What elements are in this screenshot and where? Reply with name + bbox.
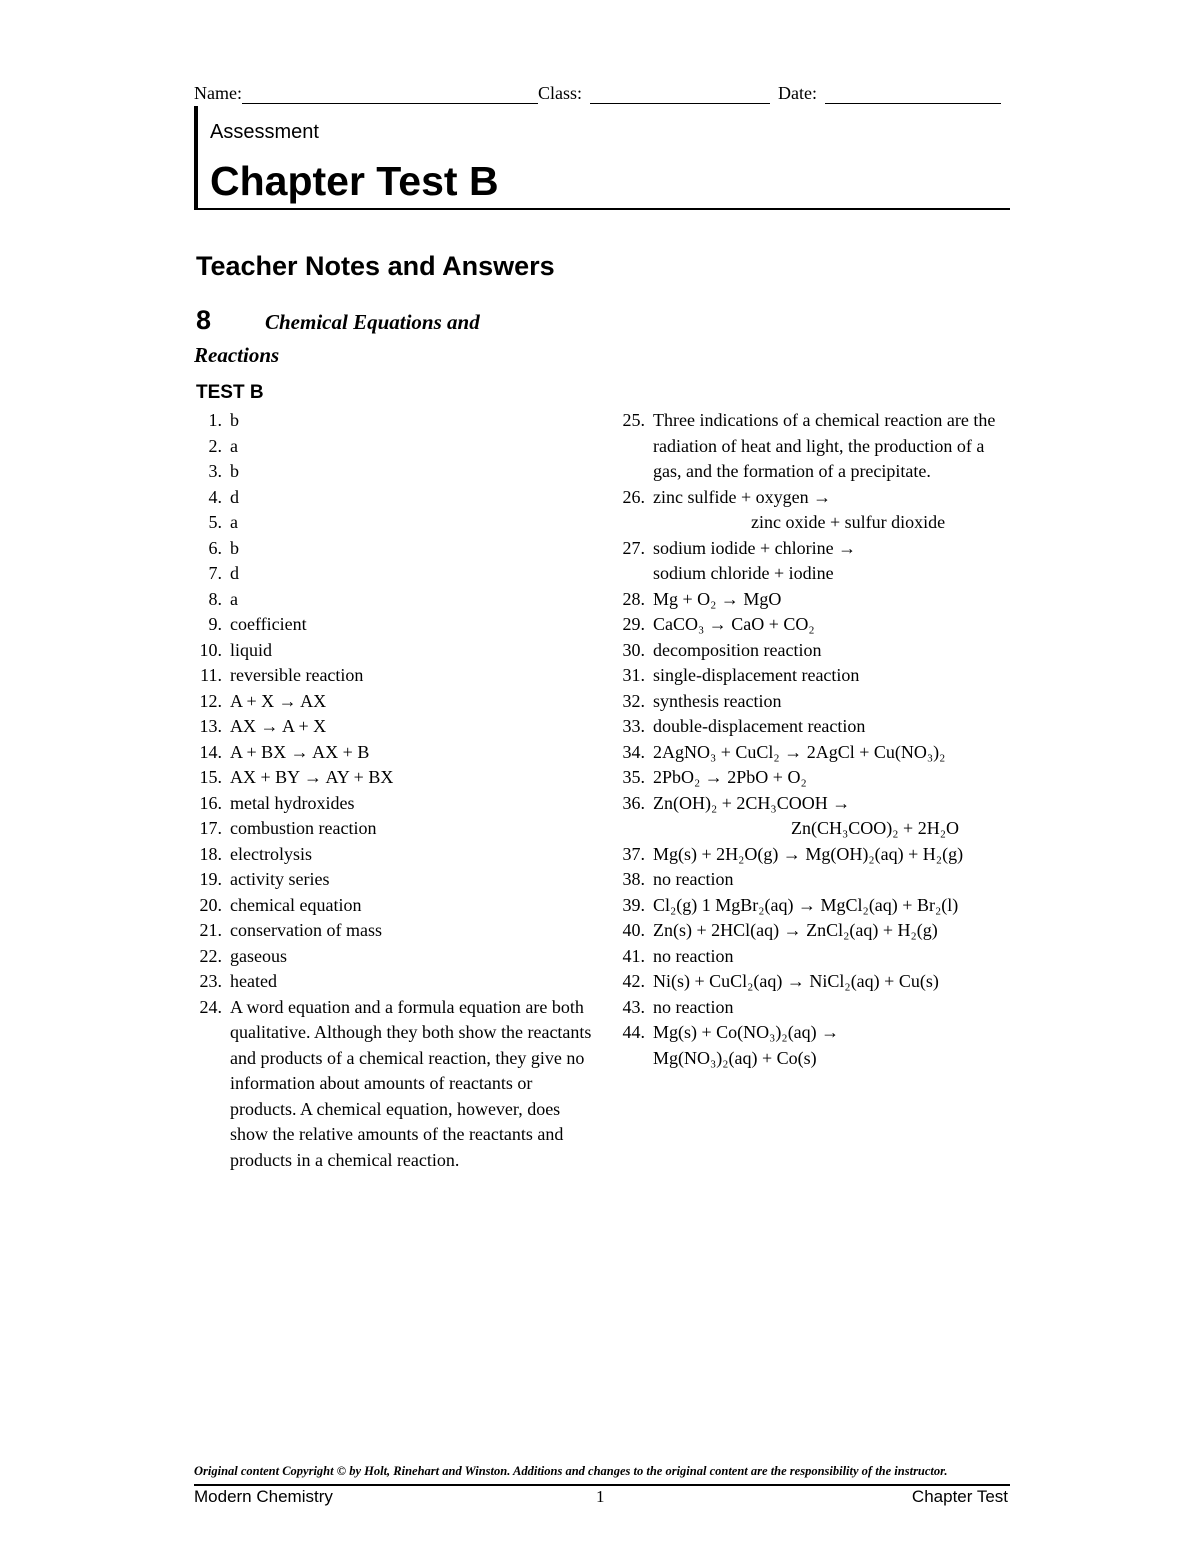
- answer-text: gaseous: [230, 945, 287, 966]
- answer-item: [194, 791, 594, 817]
- answer-number: 17.: [199, 818, 222, 838]
- answer-text: electrolysis: [230, 843, 312, 864]
- answer-item: [194, 740, 594, 766]
- answer-text: a: [230, 512, 238, 532]
- answer-number: 23.: [199, 971, 222, 991]
- answer-number: 40.: [622, 920, 645, 940]
- banner-title: Chapter Test B: [210, 158, 499, 204]
- answer-number: 21.: [199, 920, 222, 940]
- answer-text: d: [230, 486, 239, 507]
- answer-text-continued: zinc oxide + sulfur dioxide: [751, 512, 946, 532]
- answer-text: A word equation and a formula equation are both qualitative. Although they both show the reactants and products of a chemical reaction, they give no information about amounts of reactants or products. A chemical equation, however, does show the relative amounts of the reactants and products in a chemical reaction.: [230, 996, 592, 1170]
- banner-kicker: Assessment: [210, 121, 319, 143]
- answer-item: [194, 918, 594, 944]
- answer-number: 42.: [622, 971, 645, 991]
- answer-item: [194, 434, 594, 460]
- answer-item: [194, 816, 594, 842]
- answer-item: [617, 536, 1017, 587]
- answer-number: 20.: [199, 894, 222, 915]
- answer-text: no reaction: [653, 869, 734, 889]
- answer-item: [617, 791, 1017, 842]
- answer-text: no reaction: [653, 945, 734, 966]
- answer-item: [194, 663, 594, 689]
- footer-doc-type: Chapter Test: [911, 1487, 1008, 1506]
- answer-item: [617, 663, 1017, 689]
- answer-number: 15.: [199, 767, 222, 787]
- student-info-line: [194, 82, 1010, 104]
- answer-item: [617, 893, 1017, 919]
- answer-text: Mg + O₂ → MgO: [653, 588, 782, 609]
- answer-item: [194, 561, 594, 587]
- answer-number: 16.: [199, 792, 222, 813]
- answer-text: single-displacement reaction: [653, 665, 860, 685]
- answer-item: [194, 893, 594, 919]
- answer-item: [617, 689, 1017, 715]
- answer-item: [194, 689, 594, 715]
- answer-item: [194, 510, 594, 536]
- answer-text: combustion reaction: [230, 818, 377, 838]
- answer-number: 44.: [622, 1022, 645, 1042]
- answer-text: Mg(s) + Co(NO₃)₂(aq) →: [653, 1022, 840, 1042]
- answer-item: [194, 536, 594, 562]
- answer-item: [194, 714, 594, 740]
- chapter-title-line2: Reactions: [194, 343, 280, 367]
- answer-number: 11.: [200, 665, 222, 685]
- answer-item: [617, 995, 1017, 1021]
- answer-number: 9.: [208, 614, 222, 634]
- answer-number: 41.: [622, 945, 645, 966]
- class-blank: [590, 86, 770, 104]
- footer-divider: [194, 1484, 1010, 1486]
- answer-text: no reaction: [653, 996, 734, 1017]
- answer-number: 14.: [199, 741, 222, 762]
- answer-item: [617, 867, 1017, 893]
- answer-text: AX + BY → AY + BX: [230, 767, 394, 787]
- answer-number: 36.: [622, 792, 645, 813]
- answer-text: Zn(OH)₂ + 2CH₃COOH →: [653, 792, 851, 813]
- name-blank: [242, 86, 538, 104]
- answer-text: a: [230, 588, 238, 609]
- answer-number: 22.: [199, 945, 222, 966]
- answer-number: 7.: [208, 563, 222, 583]
- answer-text: liquid: [230, 639, 273, 660]
- answer-item: [194, 969, 594, 995]
- name-label: Name:: [194, 83, 242, 103]
- answer-text: d: [230, 563, 239, 583]
- answer-number: 39.: [622, 894, 645, 915]
- answer-number: 3.: [208, 461, 222, 481]
- answer-number: 2.: [208, 435, 222, 456]
- answer-number: 8.: [208, 588, 222, 609]
- answer-text: double-displacement reaction: [653, 716, 866, 736]
- answer-number: 34.: [622, 741, 645, 762]
- answer-text: decomposition reaction: [653, 639, 822, 660]
- answer-text: synthesis reaction: [653, 690, 782, 711]
- answer-number: 37.: [622, 843, 645, 864]
- answer-number: 38.: [622, 869, 645, 889]
- answer-item: [617, 944, 1017, 970]
- answer-item: [617, 842, 1017, 868]
- footer-book-title: Modern Chemistry: [194, 1487, 333, 1506]
- answer-text: chemical equation: [230, 894, 362, 915]
- answer-text: CaCO₃ → CaO + CO₂: [653, 614, 815, 634]
- answer-text: b: [230, 461, 239, 481]
- answer-item: [617, 638, 1017, 664]
- answer-number: 19.: [199, 869, 222, 889]
- answer-item: [194, 459, 594, 485]
- answer-item: [194, 842, 594, 868]
- answer-text-continued: sodium chloride + iodine: [653, 563, 834, 583]
- answer-number: 13.: [199, 716, 222, 736]
- answer-text: a: [230, 435, 238, 456]
- answer-item: [194, 867, 594, 893]
- answer-item: [194, 638, 594, 664]
- answer-item: [617, 765, 1017, 791]
- answer-text: coefficient: [230, 614, 307, 634]
- answer-number: 35.: [622, 767, 645, 787]
- answer-item: [194, 485, 594, 511]
- answer-number: 26.: [622, 486, 645, 507]
- class-label: Class:: [537, 83, 582, 103]
- answer-number: 43.: [622, 996, 645, 1017]
- answer-text-continued: Mg(NO₃)₂(aq) + Co(s): [653, 1047, 817, 1068]
- answer-number: 10.: [199, 639, 222, 660]
- answer-text: Mg(s) + 2H₂O(g) → Mg(OH)₂(aq) + H₂(g): [653, 843, 964, 864]
- page-number: 1: [596, 1487, 605, 1506]
- answer-item: [617, 714, 1017, 740]
- answer-item: [194, 612, 594, 638]
- answers-left-column: [194, 408, 594, 1173]
- answer-number: 32.: [622, 690, 645, 711]
- answer-item: [194, 765, 594, 791]
- answer-item: [194, 587, 594, 613]
- answer-number: 27.: [622, 537, 645, 558]
- answer-number: 28.: [622, 588, 645, 609]
- answer-text: Three indications of a chemical reaction are the radiation of heat and light, the production of a gas, and the formation of a precipitate.: [653, 410, 996, 481]
- date-label: Date:: [778, 83, 817, 103]
- answer-text: 2AgNO₃ + CuCl₂ → 2AgCl + Cu(NO₃)₂: [653, 741, 946, 762]
- answer-text: Zn(s) + 2HCl(aq) → ZnCl₂(aq) + H₂(g): [653, 920, 938, 940]
- answer-text: Cl₂(g) 1 MgBr₂(aq) → MgCl₂(aq) + Br₂(l): [653, 894, 959, 915]
- answers-right-column: [617, 408, 1017, 1071]
- answer-text: zinc sulfide + oxygen →: [653, 486, 832, 507]
- answer-number: 30.: [622, 639, 645, 660]
- answer-number: 31.: [622, 665, 645, 685]
- copyright-notice: Original content Copyright © by Holt, Rinehart and Winston. Additions and changes to the original content are the responsibility of the instructor.: [194, 1464, 948, 1478]
- answer-text: AX → A + X: [230, 716, 327, 736]
- answer-item: [194, 944, 594, 970]
- chapter-title-line1: Chemical Equations and: [265, 310, 480, 334]
- answer-number: 18.: [199, 843, 222, 864]
- section-title: Teacher Notes and Answers: [196, 251, 555, 281]
- answer-item: [617, 740, 1017, 766]
- answer-text: b: [230, 537, 239, 558]
- answer-item: [617, 1020, 1017, 1071]
- answer-text: activity series: [230, 869, 330, 889]
- answer-text: sodium iodide + chlorine →: [653, 537, 857, 558]
- answer-number: 5.: [208, 512, 222, 532]
- answer-text: 2PbO₂ → 2PbO + O₂: [653, 767, 807, 787]
- answer-number: 6.: [208, 537, 222, 558]
- answer-text-continued: Zn(CH₃COO)₂ + 2H₂O: [791, 818, 959, 838]
- answer-number: 25.: [622, 410, 645, 430]
- answer-item: [617, 612, 1017, 638]
- answer-number: 1.: [208, 410, 222, 430]
- answer-number: 12.: [199, 690, 222, 711]
- answer-number: 33.: [622, 716, 645, 736]
- chapter-number: 8: [196, 305, 212, 335]
- date-blank: [825, 86, 1001, 104]
- answer-item: [617, 918, 1017, 944]
- answer-text: reversible reaction: [230, 665, 364, 685]
- answer-item: [194, 995, 594, 1174]
- answer-text: metal hydroxides: [230, 792, 355, 813]
- answer-text: b: [230, 410, 239, 430]
- answer-item: [617, 587, 1017, 613]
- assessment-banner: [194, 106, 1010, 210]
- answer-text: A + BX → AX + B: [230, 741, 370, 762]
- answer-number: 29.: [622, 614, 645, 634]
- answer-number: 24.: [199, 996, 222, 1017]
- answer-item: [194, 408, 594, 434]
- answer-number: 4.: [208, 486, 222, 507]
- answer-text: Ni(s) + CuCl₂(aq) → NiCl₂(aq) + Cu(s): [653, 971, 939, 991]
- answer-item: [617, 408, 1017, 485]
- test-label: TEST B: [196, 382, 264, 403]
- answer-text: heated: [230, 971, 277, 991]
- answer-item: [617, 969, 1017, 995]
- answer-text: A + X → AX: [230, 690, 327, 711]
- answer-text: conservation of mass: [230, 920, 382, 940]
- answer-item: [617, 485, 1017, 536]
